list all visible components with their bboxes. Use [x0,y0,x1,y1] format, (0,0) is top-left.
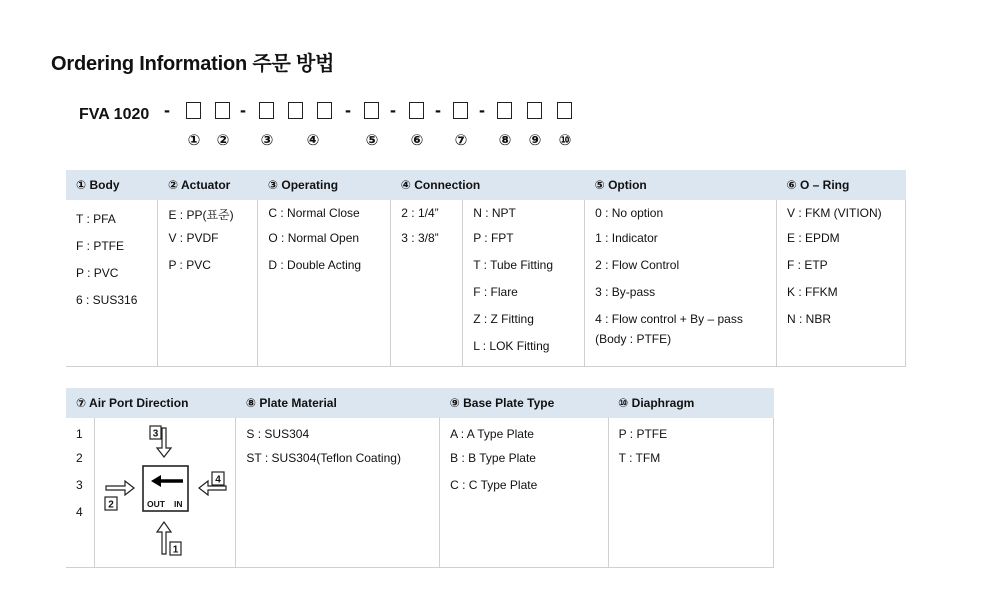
position-number: ③ [260,132,274,149]
position-number: ⑥ [410,132,424,149]
actuator-item: P : PVC [168,258,211,272]
option-item: 4 : Flow control + By – pass [595,312,743,326]
header-oring: ⑥ O – Ring [777,170,906,200]
connection-size: 2 : 1/4” [401,206,439,220]
code-slot-7 [453,102,468,119]
connection-size: 3 : 3/8” [401,231,439,245]
connection-size-cell [391,200,463,366]
code-slot-5 [364,102,379,119]
port-label-1: 1 [173,544,179,556]
header-connection: ④ Connection [391,170,585,200]
code-slot-2 [215,102,230,119]
header-actuator: ② Actuator [158,170,258,200]
plate-material-item: S : SUS304 [246,427,310,441]
option-item: 1 : Indicator [595,231,658,245]
position-number: ⑦ [454,132,468,149]
oring-cell [777,200,906,366]
code-slot-1 [186,102,201,119]
air-port-item: 1 [76,427,83,441]
port-label-3: 3 [153,428,159,440]
oring-item: F : ETP [787,258,828,272]
diaphragm-cell [608,418,773,568]
oring-item: V : FKM (VITION) [787,206,882,220]
actuator-cell [158,200,258,366]
connection-type: F : Flare [473,285,518,299]
port-label-2: 2 [108,499,115,511]
position-number: ④ [306,132,320,149]
oring-item: K : FFKM [787,285,838,299]
base-plate-item: C : C Type Plate [450,478,538,492]
diaphragm-item: P : PTFE [618,427,668,441]
oring-item: E : EPDM [787,231,840,245]
connection-type: Z : Z Fitting [473,312,534,326]
header-operating: ③ Operating [258,170,391,200]
code-slot-6 [409,102,424,119]
separator: - [345,100,351,120]
flow-arrow-head [151,475,161,487]
position-number: ② [216,132,230,149]
separator: - [240,100,246,120]
connection-type-cell [463,200,585,366]
code-slot-4a [288,102,303,119]
connection-type: P : FPT [473,231,514,245]
diaphragm-item: T : TFM [618,451,661,465]
separator: - [479,100,485,120]
plate-material-cell [236,418,440,568]
air-port-item: 3 [76,478,83,492]
ordering-table-2 [66,388,774,568]
base-plate-cell [440,418,609,568]
option-item: (Body : PTFE) [595,332,672,346]
body-item: F : PTFE [76,239,124,253]
body-item: 6 : SUS316 [76,293,138,307]
ordering-table-1 [66,170,906,367]
option-cell [585,200,777,366]
header-diaphragm: ⑩ Diaphragm [608,388,773,418]
header-plate-material: ⑧ Plate Material [236,388,440,418]
code-slot-8 [497,102,512,119]
body-item: P : PVC [76,266,119,280]
separator: - [164,100,170,120]
option-item: 2 : Flow Control [595,258,680,272]
separator: - [390,100,396,120]
position-number: ① [187,132,201,149]
code-slot-3 [259,102,274,119]
air-port-diagram [95,418,235,564]
air-port-item: 4 [76,505,83,519]
position-number: ⑩ [558,132,572,149]
code-slot-10 [557,102,572,119]
actuator-item: V : PVDF [168,231,219,245]
operating-item: D : Double Acting [268,258,362,272]
code-slot-9 [527,102,542,119]
option-item: 0 : No option [595,206,664,220]
base-plate-item: A : A Type Plate [450,427,534,441]
body-cell [66,200,158,366]
operating-item: C : Normal Close [268,206,360,220]
header-body: ① Body [66,170,158,200]
port-label-4: 4 [215,474,222,486]
connection-type: L : LOK Fitting [473,339,550,353]
position-number: ⑤ [365,132,379,149]
in-label: IN [174,499,183,509]
air-port-diagram-cell [95,418,236,568]
page-title: Ordering Information 주문 방법 [51,53,335,75]
position-number: ⑧ [498,132,512,149]
operating-item: O : Normal Open [268,231,360,245]
header-option: ⑤ Option [585,170,777,200]
separator: - [435,100,441,120]
base-plate-item: B : B Type Plate [450,451,536,465]
plate-material-item: ST : SUS304(Teflon Coating) [246,451,401,465]
position-number: ⑨ [528,132,542,149]
header-air-port-direction: ⑦ Air Port Direction [66,388,236,418]
operating-cell [258,200,391,366]
code-slot-4b [317,102,332,119]
header-base-plate-type: ⑨ Base Plate Type [440,388,609,418]
oring-item: N : NBR [787,312,832,326]
connection-type: T : Tube Fitting [473,258,554,272]
option-item: 3 : By-pass [595,285,656,299]
air-port-item: 2 [76,451,83,465]
out-label: OUT [147,499,166,509]
air-port-number-cell [66,418,95,568]
connection-type: N : NPT [473,206,516,220]
actuator-item: E : PP(표준) [168,208,234,222]
model-code: FVA 1020 [79,106,150,123]
body-item: T : PFA [76,212,116,226]
